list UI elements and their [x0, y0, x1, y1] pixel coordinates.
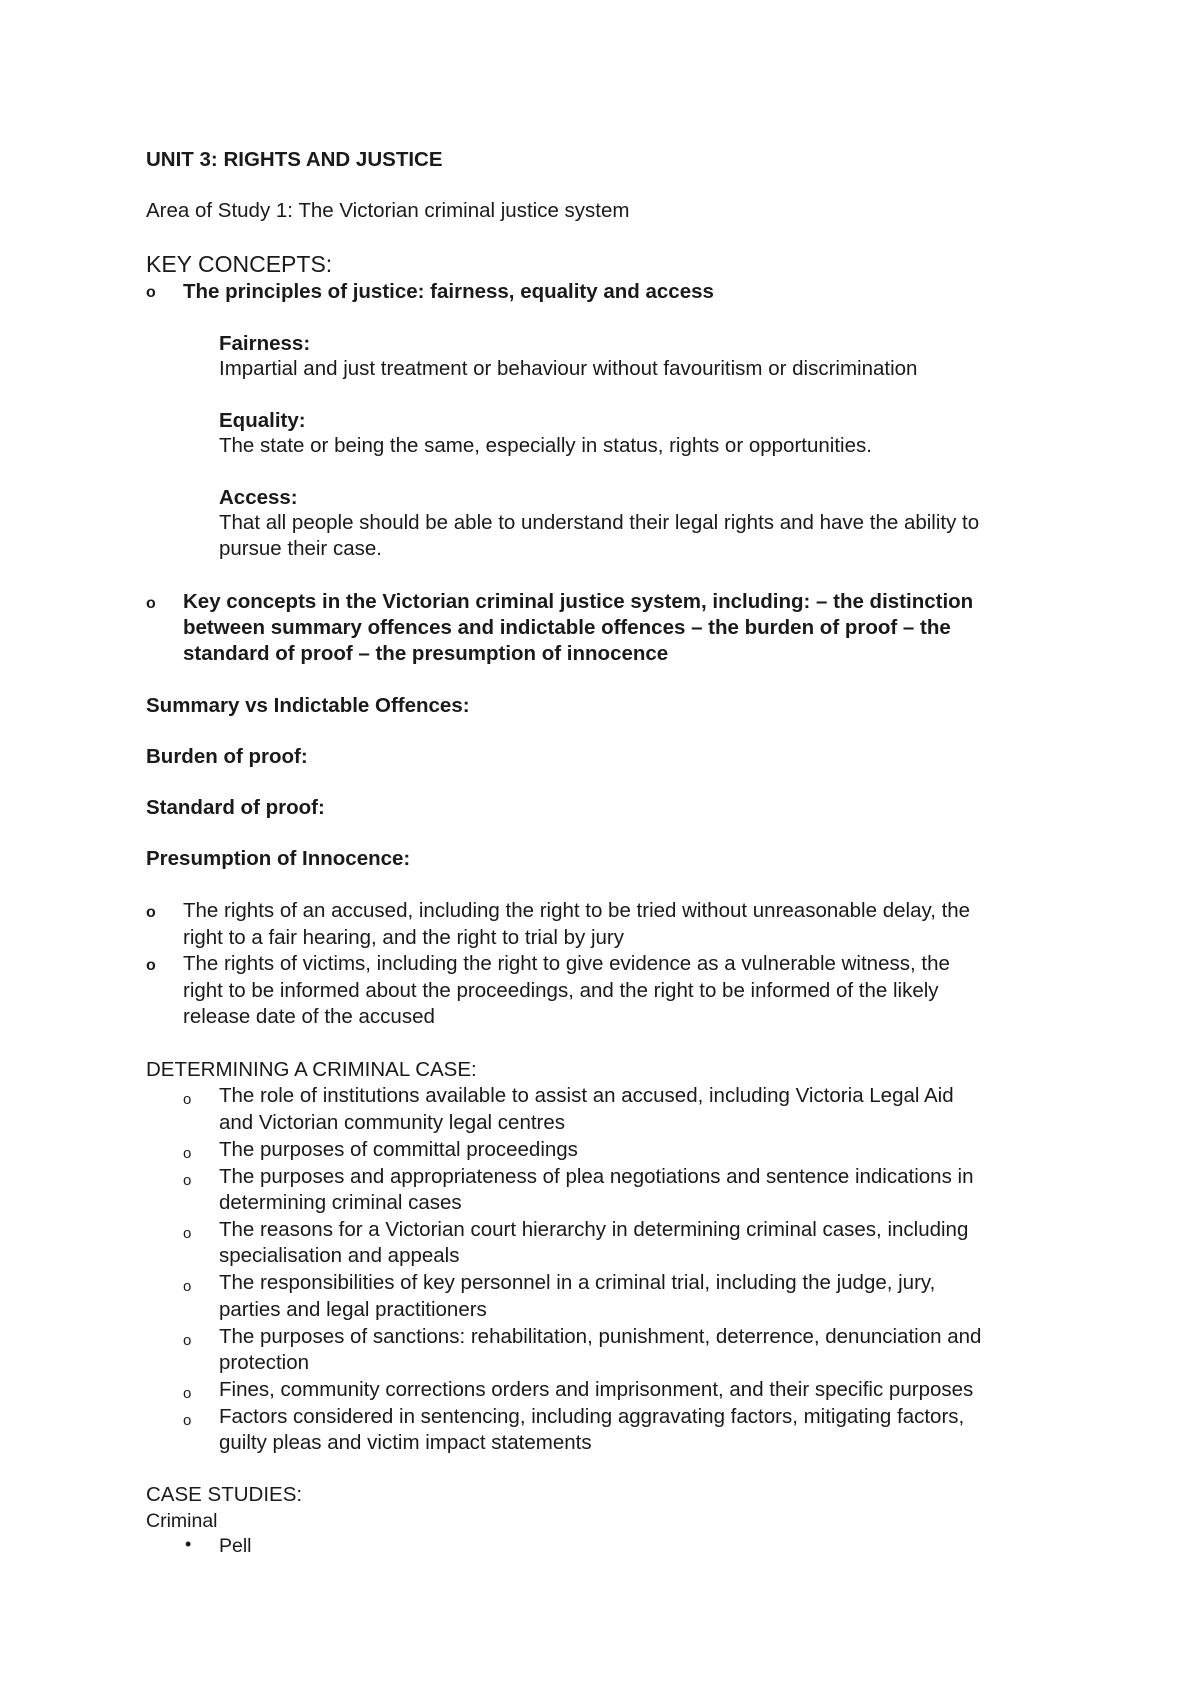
bullet-marker: o	[146, 904, 156, 921]
bullet-marker: o	[183, 1091, 192, 1108]
bullet-marker: o	[146, 595, 156, 612]
determining-item-line: Factors considered in sentencing, including aggravating factors, mitigating factors,	[219, 1405, 965, 1428]
equality-definition: The state or being the same, especially in status, rights or opportunities.	[219, 434, 872, 457]
summary-vs-indictable-heading: Summary vs Indictable Offences:	[146, 694, 470, 717]
determining-heading: DETERMINING A CRIMINAL CASE:	[146, 1058, 477, 1081]
rights-accused-line-1: The rights of an accused, including the right to be tried without unreasonable delay, the	[183, 899, 971, 922]
key-concepts-line-2: between summary offences and indictable offences – the burden of proof – the	[183, 616, 951, 639]
bullet-marker: •	[185, 1534, 192, 1554]
determining-item-line: guilty pleas and victim impact statements	[219, 1431, 592, 1454]
determining-item-line: determining criminal cases	[219, 1191, 462, 1214]
bullet-marker: o	[183, 1332, 192, 1349]
standard-of-proof-heading: Standard of proof:	[146, 796, 325, 819]
case-study-item: Pell	[219, 1535, 252, 1557]
fairness-label: Fairness:	[219, 332, 311, 355]
unit-title: UNIT 3: RIGHTS AND JUSTICE	[146, 148, 443, 171]
fairness-definition: Impartial and just treatment or behaviour without favouritism or discrimination	[219, 357, 918, 380]
determining-item-line: The purposes of committal proceedings	[219, 1138, 578, 1161]
area-of-study: Area of Study 1: The Victorian criminal justice system	[146, 199, 630, 222]
access-label: Access:	[219, 486, 298, 509]
burden-of-proof-heading: Burden of proof:	[146, 745, 308, 768]
rights-victims-line-2: right to be informed about the proceedings, and the right to be informed of the likely	[183, 979, 939, 1002]
presumption-of-innocence-heading: Presumption of Innocence:	[146, 847, 411, 870]
bullet-marker: o	[183, 1172, 192, 1189]
bullet-marker: o	[183, 1385, 192, 1402]
bullet-marker: o	[183, 1412, 192, 1429]
key-concepts-line-1: Key concepts in the Victorian criminal justice system, including: – the distinction	[183, 590, 974, 613]
rights-victims-line-1: The rights of victims, including the right to give evidence as a vulnerable witness, the	[183, 952, 950, 975]
bullet-marker: o	[183, 1225, 192, 1242]
rights-victims-line-3: release date of the accused	[183, 1005, 435, 1028]
bullet-marker: o	[146, 284, 156, 301]
rights-accused-line-2: right to a fair hearing, and the right to trial by jury	[183, 926, 624, 949]
determining-item-line: Fines, community corrections orders and imprisonment, and their specific purposes	[219, 1378, 974, 1401]
determining-item-line: protection	[219, 1351, 310, 1374]
equality-label: Equality:	[219, 409, 306, 432]
determining-item-line: The responsibilities of key personnel in a criminal trial, including the judge, jury,	[219, 1271, 936, 1294]
access-definition-line-1: That all people should be able to understand their legal rights and have the ability to	[219, 511, 980, 534]
determining-item-line: The role of institutions available to assist an accused, including Victoria Legal Aid	[219, 1084, 954, 1107]
determining-item-line: The purposes of sanctions: rehabilitation, punishment, deterrence, denunciation and	[219, 1325, 982, 1348]
access-definition-line-2: pursue their case.	[219, 537, 382, 560]
determining-item-line: parties and legal practitioners	[219, 1298, 487, 1321]
determining-item-line: and Victorian community legal centres	[219, 1111, 566, 1134]
determining-item-line: specialisation and appeals	[219, 1244, 460, 1267]
key-concepts-heading: KEY CONCEPTS:	[146, 251, 333, 277]
case-category: Criminal	[146, 1510, 218, 1532]
bullet-marker: o	[146, 957, 156, 974]
principles-heading: The principles of justice: fairness, equality and access	[183, 280, 714, 303]
case-studies-heading: CASE STUDIES:	[146, 1483, 303, 1506]
bullet-marker: o	[183, 1145, 192, 1162]
determining-item-line: The reasons for a Victorian court hierarchy in determining criminal cases, including	[219, 1218, 969, 1241]
key-concepts-line-3: standard of proof – the presumption of innocence	[183, 642, 669, 665]
bullet-marker: o	[183, 1278, 192, 1295]
determining-item-line: The purposes and appropriateness of plea negotiations and sentence indications in	[219, 1165, 974, 1188]
